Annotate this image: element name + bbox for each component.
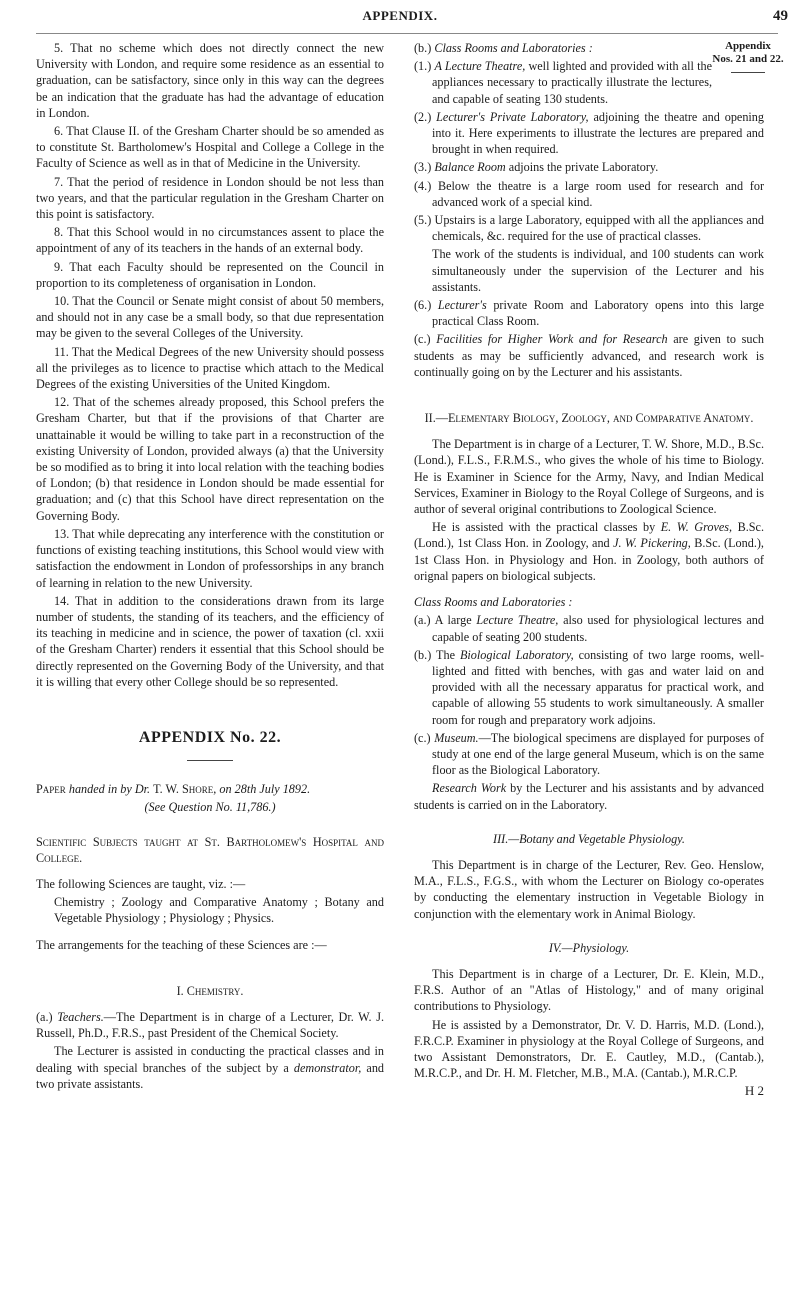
room-5-students-text: The work of the students is individual, and 100 students can work simultaneously under the supervision of the Lecturer and his assistants. [432,247,764,294]
sciences-intro: The following Sciences are taught, viz. :— [36,876,246,891]
header-rule [36,33,778,34]
spacer [414,382,764,410]
c-term: Facilities for Higher Work and for Research [436,332,668,347]
sciences-list-text: Chemistry ; Zoology and Comparative Anatomy ; Botany and Vegetable Physiology ; Physiology ; Physics. [54,895,384,926]
room-6-num: (6.) [414,298,432,313]
room-6 [414,297,764,329]
room-1-num: (1.) [414,59,432,74]
chemistry-text: —The Department is in charge of a Lecturer, Dr. W. J. Russell, Ph.D., F.R.S., past President of the Chemical Society. [36,1009,384,1041]
sec2-room-a [414,612,764,644]
c-label: (c.) [414,332,431,347]
section-2-lecturer: The Department is in charge of a Lecturer, T. W. Shore, M.D., B.Sc. (Lond.), F.L.S., F.R.M.S., who gives the whole of his time to Biology. He is Examiner in Science for the Army, Navy, and Indian Medical Services, Examiner in Biology to the Royal College of Surgeons, and is author of several original contributions to Zoological Science. [414,437,764,517]
sec2-assist-b: B.Sc. (Lond.), 1st Class Hon. in Zoology, and [414,520,765,551]
paper-date: on 28th July 1892. [219,782,311,797]
room-5-num: (5.) [414,213,432,228]
room-2-text: adjoining the theatre and opening into it. Here experiments to illustrate the lectures are prepared and brought in when required. [432,109,764,157]
resolution-9: 9. That each Faculty should be represented on the Council in proportion to its completeness of organisation in London. [36,259,384,290]
chemistry-assist-a: The Lecturer is assisted in conducting the practical classes and in dealing with special branches of the subject by a [36,1044,384,1075]
chemistry-assist-term: demonstrator, [293,1060,362,1075]
section-3-heading: III.—Botany and Vegetable Physiology. [493,831,685,846]
resolution-6: 6. That Clause II. of the Gresham Charter should be so amended as to constitute St. Bartholomew's Hospital and College a College in the Faculty of Science as well as in that of Medicine in the University. [36,124,384,171]
sec2-room-a-term: Lecture Theatre, [476,613,559,628]
room-4 [414,178,764,210]
chemistry-assistants [36,1043,384,1092]
sec2-room-c-text: —The biological specimens are displayed for purposes of study at one end of the large general Museum, which is on the same floor as the Biological Laboratory. [432,730,765,778]
question-reference: (See Question No. 11,786.) [144,800,276,815]
room-1-term: A Lecture Theatre, [434,59,526,74]
signature-mark: H 2 [744,1083,764,1099]
resolution-8: 8. That this School would in no circumstances assent to place the appointment of any of its teachers in the hands of an external body. [36,225,384,256]
paper-caption [36,781,384,797]
resolution-10: 10. That the Council or Senate might consist of about 50 members, and should not in any case be a small body, so that due representation may be given to the several Colleges of the University. [36,294,384,341]
paper-italic: handed in by Dr. [68,782,151,797]
arrangements-intro: The arrangements for the teaching of these Sciences are :— [36,937,327,952]
room-4-text: Below the theatre is a large room used for research and for advanced work of a special kind. [432,178,765,209]
spacer [414,849,764,857]
resolution-7: 7. That the period of residence in London should be not less than two years, and that the particular regulation in the Gresham Charter on this point is satisfactory. [36,174,384,222]
sec2-room-a-text-b: also used for physiological lectures and capable of seating 200 students. [432,613,764,644]
resolution-13: 13. That while deprecating any interference with the constitution or functions of existing teaching institutions, this School would view with satisfaction the endowment in London of professorships in any branch of learning in relation to the new University. [36,526,384,590]
section-2-heading: II.—Elementary Biology, Zoology, and Comparative Anatomy. [424,411,754,426]
section-2-research [414,780,764,812]
room-4-num: (4.) [414,178,432,193]
sec2-room-b-text-a: The [436,647,455,662]
room-5-students [414,246,764,295]
room-3 [414,159,764,175]
room-5-text: Upstairs is a large Laboratory, equipped with all the appliances and chemicals, &c. required for the use of practical classes. [432,213,765,244]
spacer [36,868,384,876]
paper-lead: Paper [36,782,66,797]
spacer [414,924,764,940]
spacer [414,958,764,966]
sec2-room-b-num: (b.) [414,647,432,662]
c-text: are given to such students as may be sufficiently advanced, and research work is continually going on by the Lecturer and his assistants. [414,332,764,379]
sec2-room-c-term: Museum. [434,730,479,745]
spacer [414,815,764,831]
sec2-assist-name-2: J. W. Pickering, [613,536,691,551]
chemistry-assist-b: and two private assistants. [36,1060,385,1091]
sec2-room-c-num: (c.) [414,730,431,745]
section-4-assistants: He is assisted by a Demonstrator, Dr. V. D. Harris, M.D. (Lond.), F.R.C.P. Examiner in physiology at the Royal College of Surgeons, and two Assistant Demonstrators, Dr. E. Cautley, M.D., (Cantab.), M.R.C.P., and Dr. H. M. Fletcher, M.B., M.A. (Cantab.), M.R.C.P. [414,1017,764,1081]
room-3-num: (3.) [414,160,432,175]
sec2-room-b-term: Biological Laboratory, [459,647,574,662]
spacer [414,586,764,594]
sec2-room-b [414,647,764,728]
room-3-term: Balance Room [434,160,506,175]
chemistry-term: Teachers. [57,1009,104,1024]
side-note-line-1: Appendix [725,40,771,52]
room-6-term: Lecturer's [437,298,487,313]
resolution-12: 12. That of the schemes already proposed, this School prefers the Gresham Charter, but that if the provisions of that Charter are unattainable it would be willing to take part in a reconstruction of the existing University of London, provided always (a) that the University be so modified as to bring it into local relation with the teaching bodies of London; (b) that residence in London should be made essential for graduation; and (c) that this School have direct representation on the Governing Body. [36,395,384,523]
running-head [0,8,800,28]
sec2-research-text: by the Lecturer and his assistants and by advanced students is carried on in the Laboratory. [414,781,764,812]
sec2-assist-name-1: E. W. Groves, [660,520,733,535]
sec2-room-a-text-a: A large [434,613,472,628]
room-5 [414,212,764,244]
room-2-term: Lecturer's Private Laboratory, [436,109,589,124]
room-1-text: well lighted and provided with all the appliances necessary to practically illustrate the lectures, and capable of seating 130 students. [432,59,712,106]
section-4-heading: IV.—Physiology. [548,940,630,955]
chemistry-heading: I. Chemistry. [176,983,244,998]
spacer [36,818,384,834]
resolution-11: 11. That the Medical Degrees of the new University should possess all the privileges as to licence to practise which attach to the Medical Degrees of the existing Universities of the United Kingdom. [36,344,384,392]
b-heading: Class Rooms and Laboratories : [434,41,593,55]
page-number: 49 [773,8,788,24]
b-label: (b.) [414,41,432,55]
chemistry-teachers [36,1009,384,1041]
resolution-14: 14. That in addition to the considerations drawn from its large number of students, the standing of its teachers, and the efficiency of its teaching in medicine and in science, the power of taxation (cl. xxii of the Gresham Charter) renders it essential that this School should be directly represented on the Governing Body of the University, and that it is willing that every other College should be so represented. [36,593,384,689]
left-column [36,40,384,1094]
class-rooms-heading [414,40,694,56]
chemistry-label: (a.) [36,1009,53,1024]
sec2-assist-a: He is assisted with the practical classes by [432,520,656,535]
section-4-lecturer: This Department is in charge of a Lecturer, Dr. E. Klein, M.D., F.R.S. Author of an "Atlas of Histology," and of many original contributions to Physiology. [414,966,764,1014]
section-2-assistants [414,519,764,584]
sec2-room-a-num: (a.) [414,613,431,628]
spacer [36,1001,384,1009]
spacer [414,428,764,436]
room-2 [414,109,764,158]
right-column [414,40,764,1102]
side-note-line-2: Nos. 21 and 22. [712,53,784,65]
running-head-title: APPENDIX. [362,8,438,23]
room-1 [414,58,712,107]
appendix-rule [187,760,233,761]
spacer [36,955,384,983]
section-2-rooms-heading: Class Rooms and Laboratories : [414,595,573,610]
spacer [36,929,384,937]
facilities-paragraph [414,331,764,380]
sec2-room-b-text-b: consisting of two large rooms, well-lighted and fitted with benches, with gas and water laid on and provided with all the necessary apparatus for practical work, and capable of allowing 55 students to work simultaneously. A smaller room for rough and preparatory work adjoins. [432,647,765,727]
sec2-assist-c: B.Sc. (Lond.), 1st Class Hon. in Physiology and Hon. in Zoology, both authors of orignal papers on biological subjects. [414,536,764,583]
sciences-list [36,894,384,926]
subject-heading: Scientific Subjects taught at St. Bartholomew's Hospital and College. [36,834,384,865]
appendix-heading: APPENDIX No. 22. [138,728,282,746]
paper-author: T. W. Shore, [153,782,217,797]
room-3-text: adjoins the private Laboratory. [508,160,659,175]
resolution-5: 5. That no scheme which does not directly connect the new University with London, and require some residence as an essential to graduation, can be satisfactory, since only in this way can the degrees be an indication that the graduate has had the advantage of education in London. [36,41,384,120]
sec2-research-term: Research Work [432,781,507,796]
sec2-room-c [414,730,764,779]
room-2-num: (2.) [414,109,432,124]
section-3-text: This Department is in charge of the Lecturer, Rev. Geo. Henslow, M.A., F.L.S., F.G.S., with whom the Lecturer on Biology co-operates by conducting the elementary instruction in Vegetable Biology in conjunction with the elementary work in Animal Biology. [414,857,764,921]
room-6-text: private Room and Laboratory opens into this large practical Class Room. [432,298,764,329]
